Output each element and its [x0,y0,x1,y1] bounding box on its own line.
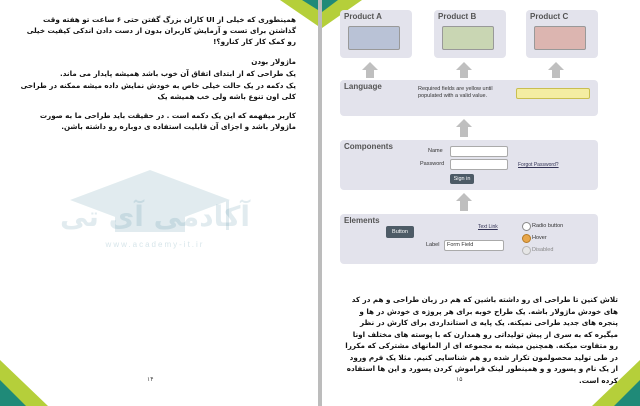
language-title: Language [344,82,382,91]
watermark-url: www.academy-it.ir [105,240,205,249]
radio-label-disabled: Disabled [532,247,554,253]
elements-box [340,214,598,264]
product-b-box [434,10,506,58]
password-label: Password [420,161,445,167]
product-c-box [526,10,598,58]
modular-code-paragraph: تلاش کنین تا طراحی ای رو داشته باشین که هم در زبان طراحی و هم در کد های خودش ماژولار باشه. یک طراح خوبه برای هر پروژه ی خودش در ها و پنجره های جدید طراحی نمیکنه. یک پایه ی استانداردی برای کارش در نظر میگیره که به سری از پیش تولیداتی رو همدارن که با پوسته های مختلف اونا رو متفاوت میکنه. همچنین میشه به مجموعه ای از المانهای مشترکی که مکررا در طی تولید محصولمون تکرار شده رو هم شناسایی کنیم. مثلا یک فرم ورود از یک نام و پسورد و و همینطور لینک فراموش کردن پسورد و این ها استفاده کرده است. [345,295,618,385]
name-input[interactable] [450,146,508,157]
forgot-password-link[interactable]: Forgot Password? [518,162,559,168]
watermark-text: آکادمی آی تی [59,200,251,233]
right-page [322,0,640,406]
element-text-link[interactable]: Text Link [478,224,498,230]
element-button[interactable]: Button [386,226,414,238]
radio-label-normal: Radio button [532,223,564,229]
section-heading-modularity: ماژولار بودن [251,57,296,66]
product-a-thumbnail [348,26,400,50]
paragraph-stable-design: یک طراحی که از ابتدای اتفاق آن خوب باشد همیشه پایدار می ماند. [60,69,296,78]
arrow-to-language [340,116,620,140]
bottom-left-decor-stripes [0,340,60,406]
paragraph-modular-reuse: کاربر میفهمه که این یک دکمه است . در حقیقت باید طراحی ما به صورت ماژولار باشد و اجزای آن قابلیت استفاده ی دوباره رو داشته باشن. [39,111,296,132]
intro-paragraph: همینطوری که خیلی از UI کاران بزرگ گفتن حتی ۶ ساعت تو هفته وقت گذاشتن برای تست و آزمایش کاربران بدون از دست دادن اندکی کیفیت خیلی رو کمک کار کار کنارو؟! [26,15,296,47]
product-a-box [340,10,412,58]
element-form-field[interactable] [444,240,504,251]
product-b-title: Product B [438,12,477,21]
product-c-title: Product C [530,12,569,21]
page-number: ۱۴ [147,376,154,383]
language-note: Required fields are yellow until populated with a valid value. [418,86,493,99]
components-title: Components [344,142,393,151]
paragraph-button-variety: یک دکمه در یک حالت خیلی خاص به خودش نمایش داده میشه ممکنه در طراحی کلی اون تنوع باشه ولی خب همیشه یک [20,81,296,102]
product-c-thumbnail [534,26,586,50]
radio-button-disabled [522,246,531,255]
page-number: ۱۵ [456,376,463,383]
product-b-thumbnail [442,26,494,50]
name-label: Name [428,148,443,154]
radio-label-hover: Hover [532,235,547,241]
left-page [0,0,318,406]
radio-button-normal[interactable] [522,222,531,231]
arrow-to-components [340,190,620,214]
element-label: Label [426,242,440,248]
components-box [340,140,598,190]
product-a-title: Product A [344,12,382,21]
modular-design-figure [340,10,620,278]
sign-in-button[interactable]: Sign in [450,174,474,184]
radio-button-hover[interactable] [522,234,531,243]
elements-title: Elements [344,216,380,225]
language-box [340,80,598,116]
form-field-text: Form Field [447,242,474,248]
required-yellow-field[interactable] [516,88,590,99]
password-input[interactable] [450,159,508,170]
arrows-to-products [340,58,620,80]
